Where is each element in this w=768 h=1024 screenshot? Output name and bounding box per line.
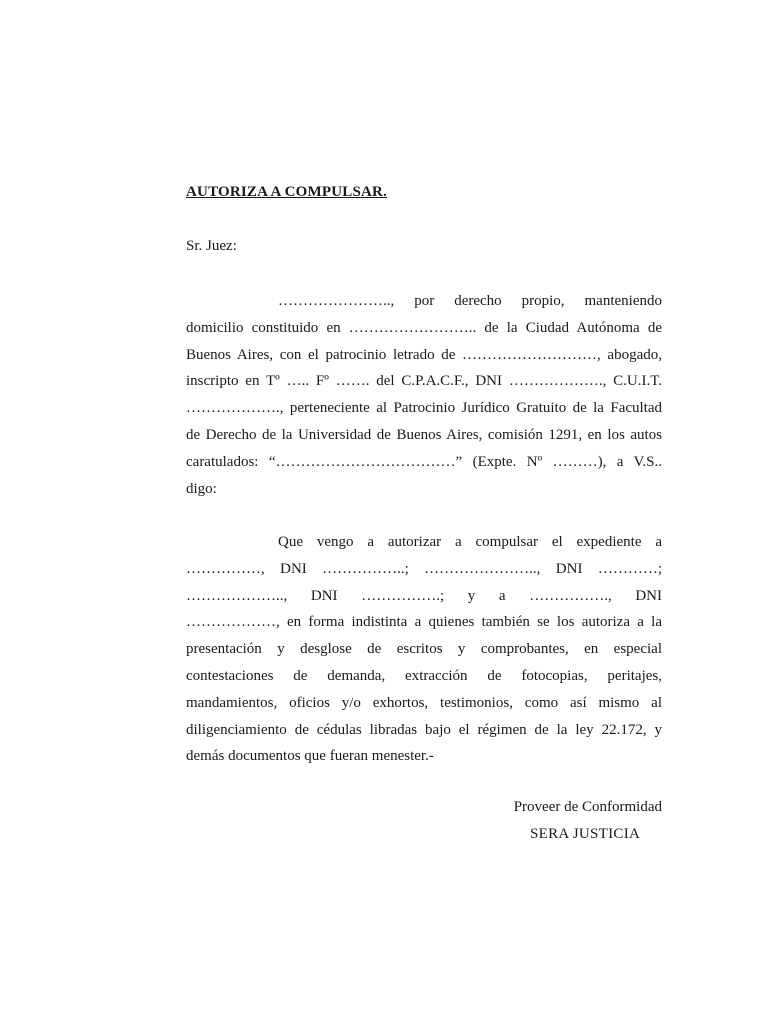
paragraph-1-line: inscripto en Tº ….. Fº ……. del C.P.A.C.F., DNI ………………., C.U.I.T. (186, 373, 662, 390)
paragraph-2-line: ……………….., DNI …………….; y a ……………., DNI (186, 587, 662, 604)
paragraph-2-line: demás documentos que fueran menester.- (186, 748, 434, 765)
closing-justice: SERA JUSTICIA (530, 826, 641, 842)
paragraph-1-line: ………………., perteneciente al Patrocinio Jurídico Gratuito de la Facultad (186, 400, 662, 417)
closing-request: Proveer de Conformidad (513, 799, 662, 815)
paragraph-2 (186, 529, 662, 770)
paragraph-1-line: domicilio constituido en …………………….. de la Ciudad Autónoma de (186, 319, 662, 336)
paragraph-2-line: ……………, DNI ……………..; ………………….., DNI …………; (186, 560, 662, 577)
paragraph-2-line: mandamientos, oficios y/o exhortos, testimonios, como así mismo al (186, 694, 662, 711)
paragraph-1-line: Buenos Aires, con el patrocinio letrado de ………………………, abogado, (186, 346, 662, 363)
paragraph-2-line: contestaciones de demanda, extracción de fotocopias, peritajes, (186, 667, 662, 684)
paragraph-1-line: caratulados: “………………………………” (Expte. Nº ………), a V.S.. (186, 453, 662, 470)
paragraph-2-line: diligenciamiento de cédulas libradas bajo el régimen de la ley 22.172, y (186, 721, 662, 738)
paragraph-2-line: Que vengo a autorizar a compulsar el expediente a (278, 534, 662, 550)
paragraph-1-line: de Derecho de la Universidad de Buenos Aires, comisión 1291, en los autos (186, 426, 662, 443)
salutation: Sr. Juez: (186, 238, 237, 254)
paragraph-1 (186, 288, 662, 502)
paragraph-2-line: presentación y desglose de escritos y comprobantes, en especial (186, 641, 662, 658)
paragraph-1-line: ………………….., por derecho propio, manteniendo (278, 293, 662, 309)
document-title: AUTORIZA A COMPULSAR. (186, 184, 388, 200)
paragraph-2-line: ………………, en forma indistinta a quienes también se los autoriza a la (186, 614, 662, 631)
paragraph-1-line: digo: (186, 480, 217, 497)
